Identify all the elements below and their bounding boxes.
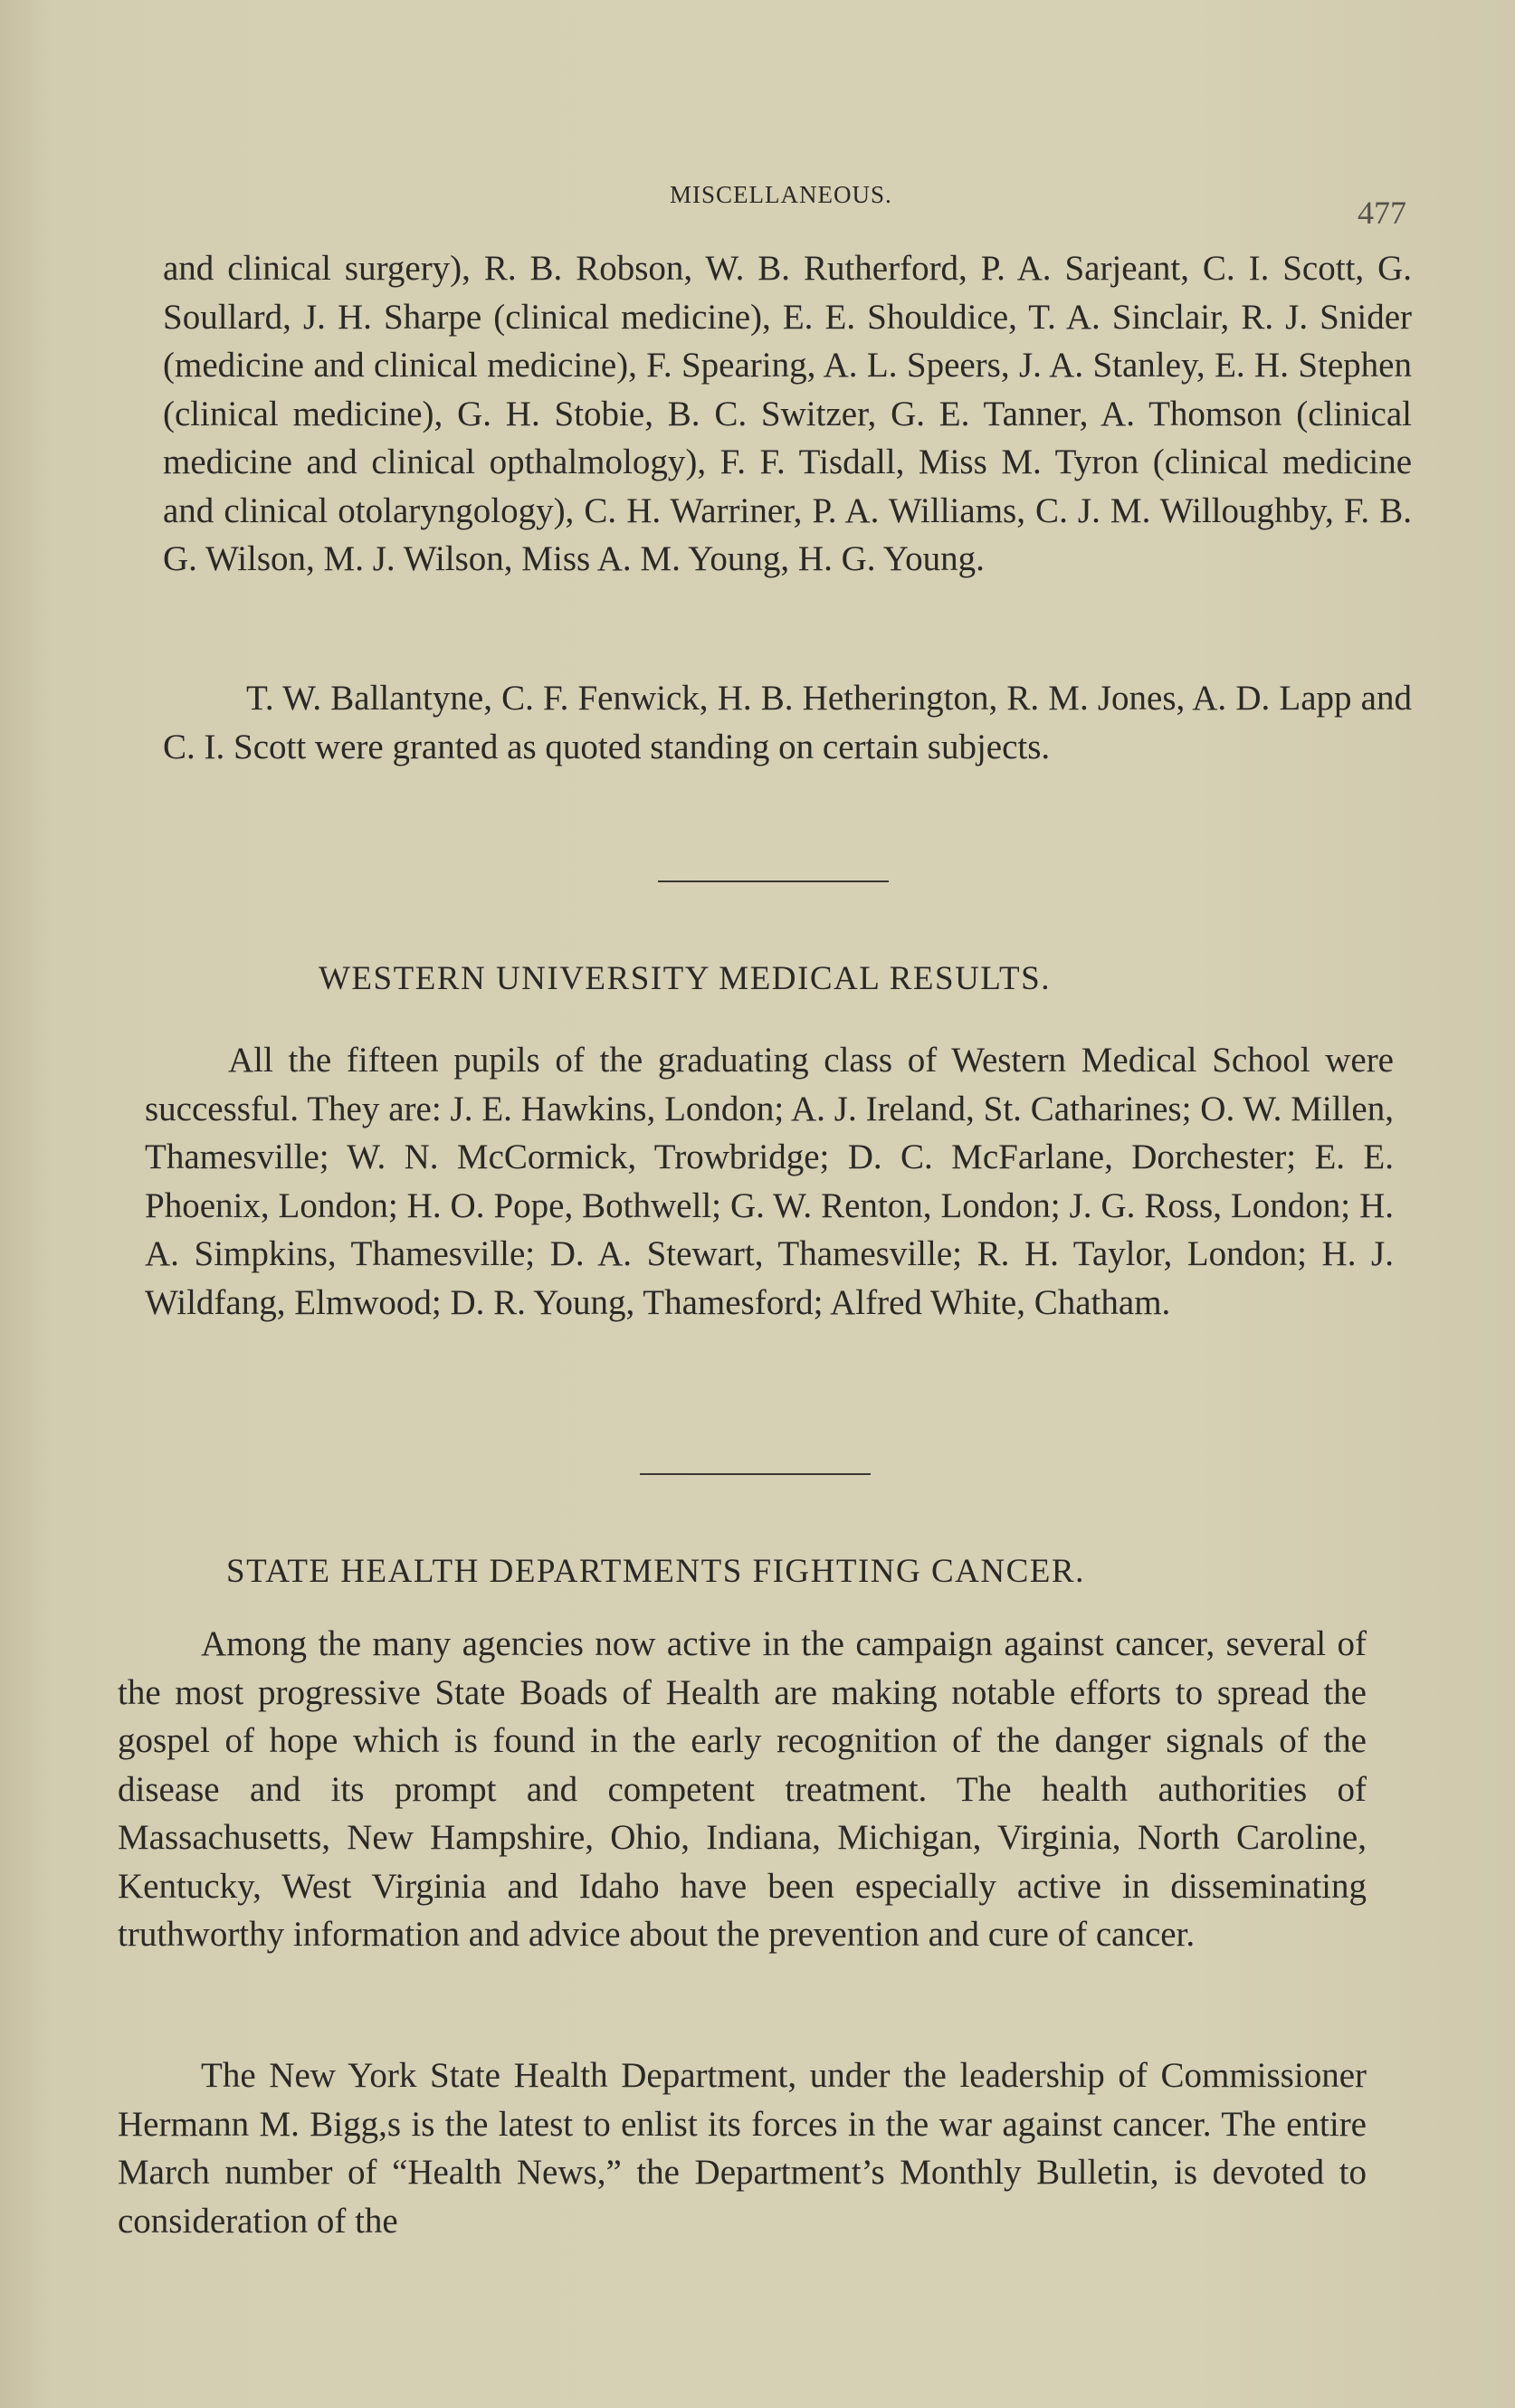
section-divider <box>640 1473 871 1475</box>
state-health-paragraph-2: The New York State Health Department, under the leadership of Commissioner Hermann M. Bigg,s is the latest to enlist its forces in the war against cancer. The entire March number of “Health News,” the Department’s Monthly Bulletin, is devoted to consideration of the <box>118 2056 1367 2241</box>
state-health-paragraph-1: Among the many agencies now active in the campaign against cancer, several of the most progressive State Boads of Health are making notable efforts to spread the gospel of hope which is found in the early recognition of the danger signals of the disease and its prompt and competent treatment. The health authorities of Massachusetts, New Hampshire, Ohio, Indiana, Michigan, Virginia, North Caroline, Kentucky, West Virginia and Idaho have been especially active in disseminating truthworthy information and advice about the prevention and cure of cancer. <box>118 1624 1367 1954</box>
running-head <box>0 181 1515 231</box>
standing-paragraph: T. W. Ballantyne, C. F. Fenwick, H. B. Hetherington, R. M. Jones, A. D. Lapp and C. I. Scott were granted as quoted standing on certain subjects. <box>163 679 1412 766</box>
section-divider <box>658 880 889 882</box>
state-health-heading: STATE HEALTH DEPARTMENTS FIGHTING CANCER. <box>226 1553 1085 1590</box>
western-results-paragraph: All the fifteen pupils of the graduating class of Western Medical School were successful. They are: J. E. Hawkins, London; A. J. Ireland, St. Catharines; O. W. Millen, Thamesville; W. N. McCormick, Trowbridge; D. C. McFarlane, Dorchester; E. E. Phoenix, London; H. O. Pope, Bothwell; G. W. Renton, London; J. G. Ross, London; H. A. Simpkins, Thamesville; D. A. Stewart, Thamesville; R. H. Taylor, London; H. J. Wildfang, Elmwood; D. R. Young, Thamesford; Alfred White, Chatham. <box>145 1041 1394 1322</box>
continued-paragraph: and clinical surgery), R. B. Robson, W. B. Rutherford, P. A. Sarjeant, C. I. Scott, G. Soullard, J. H. Sharpe (clinical medicine), E. E. Shouldice, T. A. Sinclair, R. J. Snider (medicine and clinical medicine), F. Spearing, A. L. Speers, J. A. Stanley, E. H. Stephen (clinical medicine), G. H. Stobie, B. C. Switzer, G. E. Tanner, A. Thomson (clinical medicine and clinical opthalmology), F. F. Tisdall, Miss M. Tyron (clinical medicine and clinical otolaryngology), C. H. Warriner, P. A. Williams, C. J. M. Willoughby, F. B. G. Wilson, M. J. Wilson, Miss A. M. Young, H. G. Young. <box>163 249 1412 578</box>
western-results-heading: WESTERN UNIVERSITY MEDICAL RESULTS. <box>319 960 1051 997</box>
running-title: MISCELLANEOUS. <box>670 181 892 208</box>
page-number: 477 <box>1358 195 1406 231</box>
